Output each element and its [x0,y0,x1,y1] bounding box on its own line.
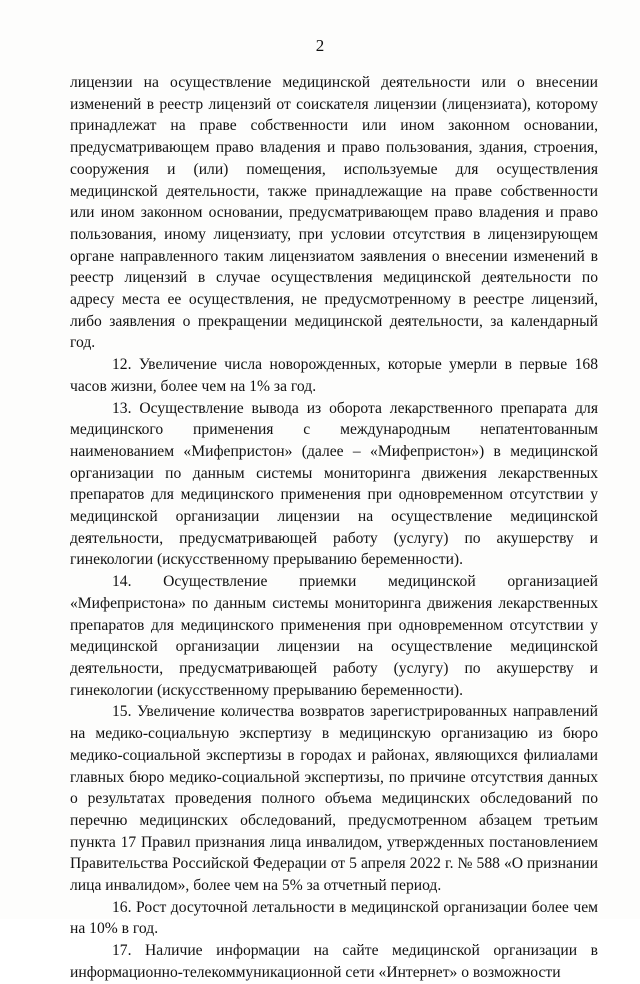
paragraph-item-14: 14. Осуществление приемки медицинской организацией «Мифепристона» по данным системы мониторинга движения лекарственных препаратов для медицинского применения при одновременном отсутствии у медицинской организации лицензии на осуществление медицинской деятельности, предусматривающей работу (услугу) по акушерству и гинекологии (искусственному прерыванию беременности). [70,573,598,699]
paragraph-item-13: 13. Осуществление вывода из оборота лекарственного препарата для медицинского применения с международным непатентованным наименованием «Мифепристон» (далее – «Мифепристон») в медицинской организации по данным системы мониторинга движения лекарственных препаратов для медицинского применения при одновременном отсутствии у медицинской организации лицензии на осуществление медицинской деятельности, предусматривающей работу (услугу) по акушерству и гинекологии (искусственному прерыванию беременности). [70,399,598,569]
document-body [70,72,598,984]
paragraph-item-16: 16. Рост досуточной летальности в медицинской организации более чем на 10% в год. [70,898,598,938]
paragraph-item-15: 15. Увеличение количества возвратов зарегистрированных направлений на медико-социальную экспертизу в медицинскую организацию из бюро медико-социальной экспертизы в городах и районах, являющихся филиалами главных бюро медико-социальной экспертизы, по причине отсутствия данных о результатах проведения полного объема медицинских обследований по перечню медицинских обследований, предусмотренном абзацем третьим пункта 17 Правил признания лица инвалидом, утвержденных постановлением Правительства Российской Федерации от 5 апреля 2022 г. № 588 «О признании лица инвалидом», более чем на 5% за отчетный период. [70,703,598,895]
paragraph-license-continuation: лицензии на осуществление медицинской деятельности или о внесении изменений в реестр лицензий от соискателя лицензии (лицензиата), которому принадлежат на праве собственности или ином законном основании, предусматривающем право владения и право пользования, здания, строения, сооружения и (или) помещения, используемые для осуществления медицинской деятельности, также принадлежащие на праве собственности или ином законном основании, предусматривающем право владения и право пользования, иному лицензиату, при условии отсутствия в лицензирующем органе направленного таким лицензиатом заявления о внесении изменений в реестр лицензий в случае осуществления медицинской деятельности по адресу места ее осуществления, не предусмотренному в реестре лицензий, либо заявления о прекращении медицинской деятельности, за календарный год. [70,74,598,352]
page-number: 2 [315,36,325,55]
paragraph-item-17: 17. Наличие информации на сайте медицинской организации в информационно-телекоммуникационной сети «Интернет» о возможности [70,942,598,981]
paragraph-item-12: 12. Увеличение числа новорожденных, которые умерли в первые 168 часов жизни, более чем на 1% за год. [70,356,598,395]
